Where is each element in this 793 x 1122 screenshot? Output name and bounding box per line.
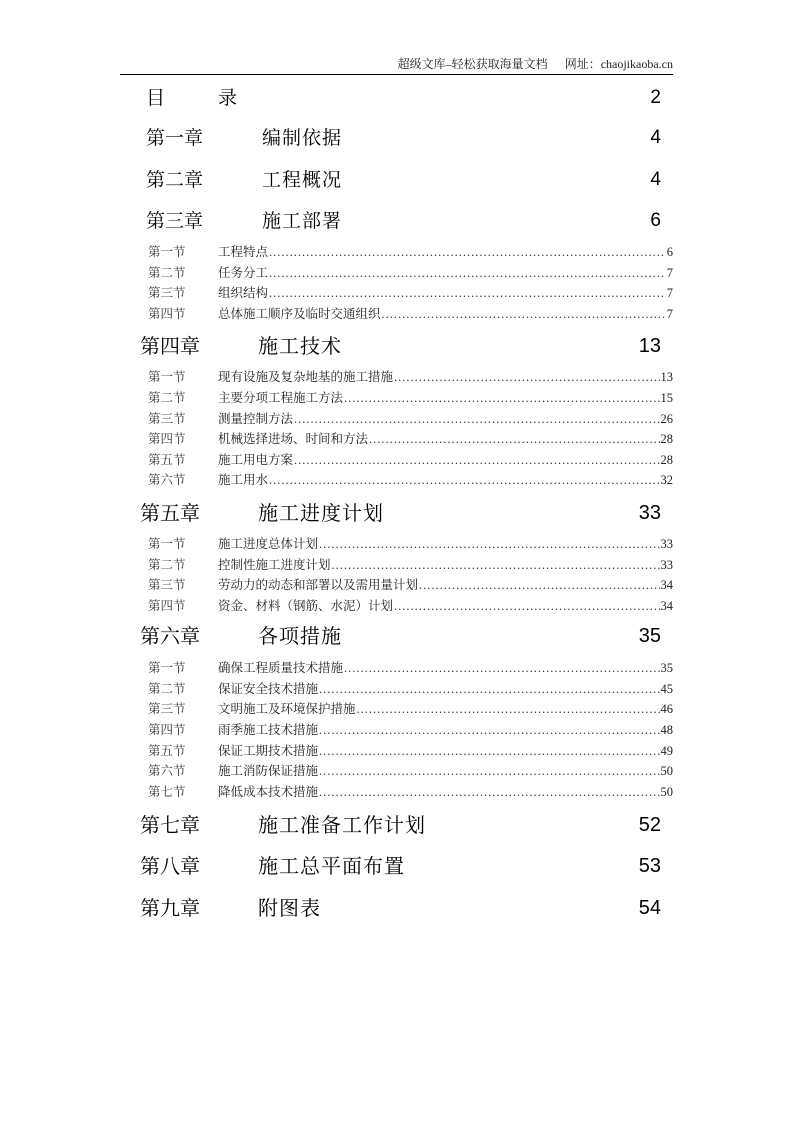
toc-section[interactable]: [148, 368, 673, 386]
toc-section[interactable]: [148, 389, 673, 407]
chapter-title: 工程概况: [262, 169, 343, 191]
section-number: 第六节: [148, 473, 186, 487]
section-title: 资金、材料（钢筋、水泥）计划: [218, 599, 394, 613]
toc-section[interactable]: [148, 680, 673, 698]
toc-section[interactable]: [148, 762, 673, 780]
section-title: 控制性施工进度计划: [218, 558, 331, 572]
chapter-number: 第八章: [140, 854, 200, 878]
section-page: 28: [660, 432, 673, 446]
section-number: 第四节: [148, 723, 186, 737]
toc-section[interactable]: [148, 284, 673, 302]
toc-section[interactable]: [148, 243, 673, 261]
section-page: 32: [660, 473, 673, 487]
toc-chapter-4[interactable]: [140, 332, 673, 360]
toc-chapter-6[interactable]: [140, 622, 673, 650]
section-number: 第六节: [148, 764, 186, 778]
section-page: 50: [660, 764, 673, 778]
section-title: 文明施工及环境保护措施: [218, 702, 356, 716]
page-header: [120, 56, 673, 75]
toc-section[interactable]: [148, 659, 673, 677]
chapter-title: 编制依据: [262, 127, 343, 149]
dot-leader: [294, 410, 659, 428]
section-page: 34: [660, 599, 673, 613]
section-number: 第三节: [148, 578, 186, 592]
toc-section[interactable]: [148, 535, 673, 553]
section-number: 第二节: [148, 682, 186, 696]
chapter-page: 54: [638, 897, 661, 919]
chapter-title: 施工准备工作计划: [258, 813, 426, 837]
chapter-title: 施工进度计划: [258, 501, 384, 525]
dot-leader: [357, 700, 660, 718]
section-title: 保证安全技术措施: [218, 682, 319, 696]
section-number: 第二节: [148, 266, 186, 280]
section-page: 49: [660, 744, 673, 758]
section-number: 第二节: [148, 391, 186, 405]
chapter-number: 第三章: [146, 210, 204, 232]
section-page: 6: [666, 245, 673, 259]
dot-leader: [344, 389, 659, 407]
dot-leader: [332, 556, 660, 574]
section-page: 34: [660, 578, 673, 592]
section-title: 劳动力的动态和部署以及需用量计划: [218, 578, 419, 592]
chapter-number: 第九章: [140, 896, 200, 920]
toc-chapter-5[interactable]: [140, 499, 673, 527]
chapter-page: 4: [650, 169, 661, 190]
chapter-page: 4: [650, 127, 661, 148]
section-title: 任务分工: [218, 266, 269, 280]
toc-chapter-9[interactable]: [140, 894, 673, 922]
section-title: 施工消防保证措施: [218, 764, 319, 778]
toc-section[interactable]: [148, 721, 673, 739]
toc-section[interactable]: [148, 700, 673, 718]
dot-leader: [319, 535, 659, 553]
section-number: 第一节: [148, 370, 186, 384]
dot-leader: [269, 284, 666, 302]
dot-leader: [269, 264, 666, 282]
section-number: 第三节: [148, 702, 186, 716]
toc-section[interactable]: [148, 305, 673, 323]
toc-title-char-1: 目: [146, 87, 166, 109]
dot-leader: [269, 471, 659, 489]
section-page: 28: [660, 453, 673, 467]
section-page: 13: [660, 370, 673, 384]
chapter-title: 附图表: [258, 896, 321, 920]
chapter-page: 35: [638, 625, 661, 647]
section-title: 总体施工顺序及临时交通组织: [218, 307, 381, 321]
section-title: 现有设施及复杂地基的施工措施: [218, 370, 394, 384]
dot-leader: [394, 368, 659, 386]
toc-section[interactable]: [148, 430, 673, 448]
section-title: 组织结构: [218, 286, 269, 300]
toc-title-row: [140, 84, 673, 112]
chapter-number: 第七章: [140, 813, 200, 837]
dot-leader: [382, 305, 666, 323]
section-page: 46: [660, 702, 673, 716]
section-page: 7: [666, 266, 673, 280]
chapter-number: 第二章: [146, 169, 204, 191]
dot-leader: [319, 680, 659, 698]
toc-section[interactable]: [148, 264, 673, 282]
section-title: 施工进度总体计划: [218, 537, 319, 551]
toc-chapter-3[interactable]: [140, 207, 673, 235]
chapter-title: 各项措施: [258, 624, 342, 648]
section-title: 确保工程质量技术措施: [218, 661, 344, 675]
section-page: 7: [666, 307, 673, 321]
section-page: 33: [660, 558, 673, 572]
section-number: 第一节: [148, 537, 186, 551]
section-title: 施工用电方案: [218, 453, 294, 467]
dot-leader: [319, 762, 659, 780]
section-title: 保证工期技术措施: [218, 744, 319, 758]
section-page: 48: [660, 723, 673, 737]
header-url: 网址：chaojikaoba.cn: [564, 57, 673, 71]
chapter-title: 施工技术: [258, 334, 342, 358]
toc-section[interactable]: [148, 742, 673, 760]
section-title: 测量控制方法: [218, 412, 294, 426]
chapter-title: 施工总平面布置: [258, 854, 405, 878]
section-number: 第五节: [148, 744, 186, 758]
section-page: 7: [666, 286, 673, 300]
section-number: 第一节: [148, 661, 186, 675]
toc-title-char-2: 录: [218, 87, 238, 109]
dot-leader: [269, 243, 666, 261]
section-number: 第三节: [148, 412, 186, 426]
section-page: 45: [660, 682, 673, 696]
section-number: 第四节: [148, 307, 186, 321]
toc-section[interactable]: [148, 451, 673, 469]
toc-section[interactable]: [148, 471, 673, 489]
toc-section[interactable]: [148, 597, 673, 615]
toc-section[interactable]: [148, 556, 673, 574]
chapter-page: 53: [638, 855, 661, 877]
section-page: 26: [660, 412, 673, 426]
toc-section[interactable]: [148, 576, 673, 594]
toc-chapter-1[interactable]: [140, 124, 673, 152]
section-page: 33: [660, 537, 673, 551]
section-number: 第四节: [148, 599, 186, 613]
section-number: 第一节: [148, 245, 186, 259]
chapter-page: 13: [638, 335, 661, 357]
section-title: 工程特点: [218, 245, 269, 259]
chapter-number: 第四章: [140, 334, 200, 358]
chapter-number: 第六章: [140, 624, 200, 648]
chapter-page: 33: [638, 502, 661, 524]
section-number: 第三节: [148, 286, 186, 300]
toc-section[interactable]: [148, 783, 673, 801]
dot-leader: [419, 576, 659, 594]
toc-title-page: 2: [650, 87, 661, 108]
section-title: 施工用水: [218, 473, 269, 487]
dot-leader: [319, 783, 659, 801]
header-site-name: 超级文库–轻松获取海量文档: [397, 57, 548, 71]
section-title: 主要分项工程施工方法: [218, 391, 344, 405]
section-page: 35: [660, 661, 673, 675]
section-number: 第四节: [148, 432, 186, 446]
dot-leader: [319, 721, 659, 739]
section-page: 15: [660, 391, 673, 405]
section-number: 第二节: [148, 558, 186, 572]
dot-leader: [369, 430, 659, 448]
chapter-page: 6: [650, 210, 661, 231]
section-title: 机械选择进场、时间和方法: [218, 432, 369, 446]
dot-leader: [319, 742, 659, 760]
section-number: 第五节: [148, 453, 186, 467]
toc-chapter-8[interactable]: [140, 852, 673, 880]
dot-leader: [294, 451, 659, 469]
section-title: 降低成本技术措施: [218, 785, 319, 799]
toc-section[interactable]: [148, 410, 673, 428]
section-title: 雨季施工技术措施: [218, 723, 319, 737]
section-number: 第七节: [148, 785, 186, 799]
toc-chapter-2[interactable]: [140, 166, 673, 194]
chapter-number: 第五章: [140, 501, 200, 525]
dot-leader: [344, 659, 659, 677]
chapter-page: 52: [638, 814, 661, 836]
toc-chapter-7[interactable]: [140, 811, 673, 839]
chapter-number: 第一章: [146, 127, 204, 149]
chapter-title: 施工部署: [262, 210, 343, 232]
section-page: 50: [660, 785, 673, 799]
dot-leader: [394, 597, 659, 615]
